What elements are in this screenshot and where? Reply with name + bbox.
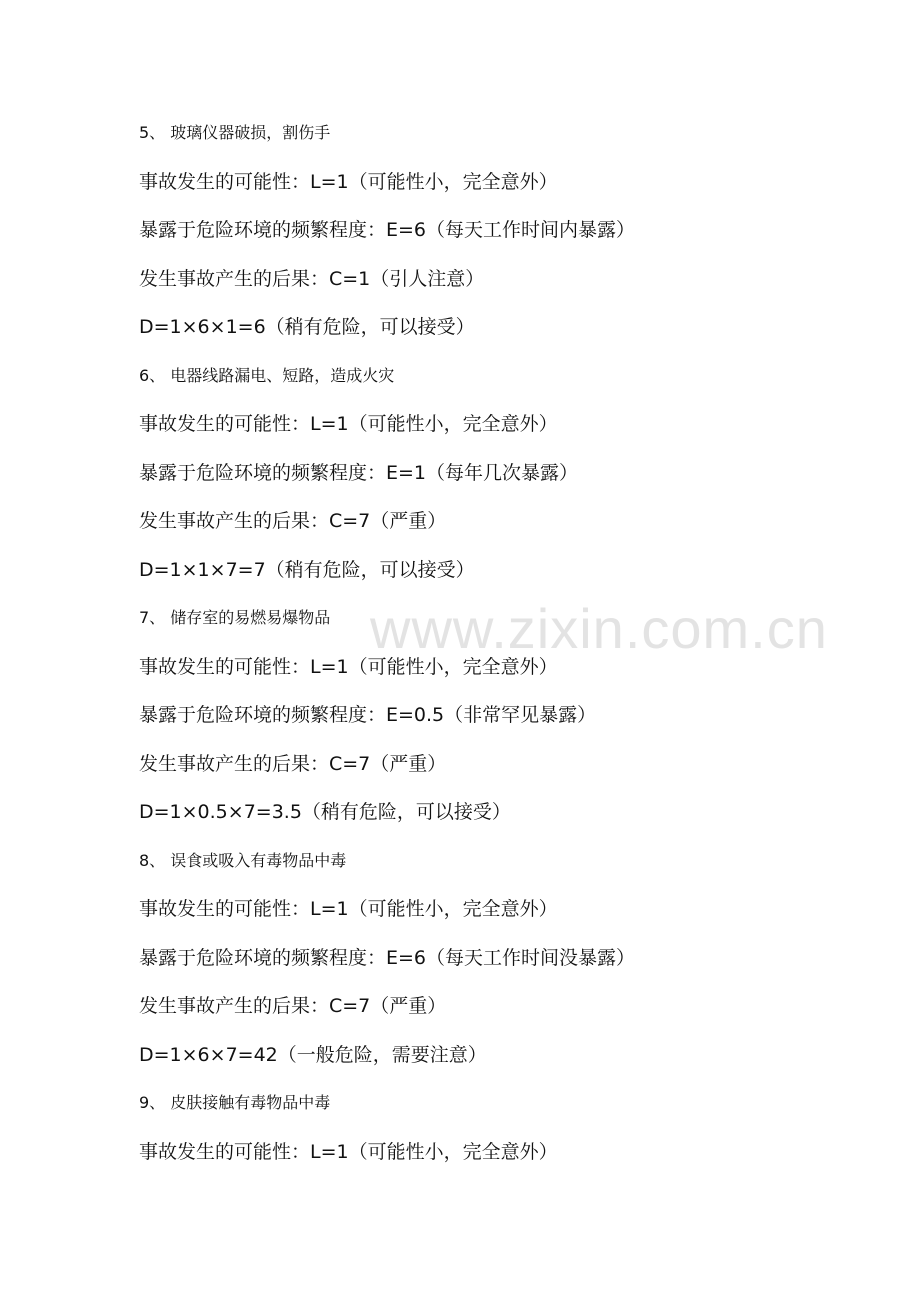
section-8-exposure: 暴露于危险环境的频繁程度：E=6（每天工作时间没暴露） — [139, 946, 636, 969]
section-8-heading: 8、 误食或吸入有毒物品中毒 — [139, 850, 347, 870]
section-7-consequence: 发生事故产生的后果：C=7（严重） — [139, 752, 447, 775]
section-7-likelihood: 事故发生的可能性：L=1（可能性小，完全意外） — [139, 655, 558, 678]
section-6-likelihood: 事故发生的可能性：L=1（可能性小，完全意外） — [139, 413, 558, 435]
section-6-consequence: 发生事故产生的后果：C=7（严重） — [139, 510, 447, 532]
section-8-likelihood: 事故发生的可能性：L=1（可能性小，完全意外） — [139, 898, 558, 920]
section-7-heading: 7、 储存室的易燃易爆物品 — [139, 608, 331, 627]
section-8-risk: D=1×6×7=42（一般危险，需要注意） — [139, 1043, 487, 1066]
section-5-consequence: 发生事故产生的后果：C=1（引人注意） — [139, 267, 485, 290]
section-5-exposure: 暴露于危险环境的频繁程度：E=6（每天工作时间内暴露） — [139, 219, 636, 241]
section-8-consequence: 发生事故产生的后果：C=7（严重） — [139, 995, 447, 1017]
section-7-risk: D=1×0.5×7=3.5（稍有危险，可以接受） — [139, 801, 511, 823]
watermark-text: www.zixin.com.cn — [370, 597, 828, 660]
section-6-heading: 6、 电器线路漏电、短路，造成火灾 — [139, 365, 395, 385]
section-6-exposure: 暴露于危险环境的频繁程度：E=1（每年几次暴露） — [139, 461, 579, 484]
section-9-heading: 9、 皮肤接触有毒物品中毒 — [139, 1093, 331, 1112]
section-6-risk: D=1×1×7=7（稍有危险，可以接受） — [139, 558, 475, 581]
section-5-likelihood: 事故发生的可能性：L=1（可能性小，完全意外） — [139, 170, 558, 193]
document-body — [139, 118, 859, 1185]
section-9-likelihood: 事故发生的可能性：L=1（可能性小，完全意外） — [139, 1140, 558, 1163]
section-5-heading: 5、 玻璃仪器破损，割伤手 — [139, 123, 331, 142]
section-5-risk: D=1×6×1=6（稍有危险，可以接受） — [139, 316, 475, 338]
section-7-exposure: 暴露于危险环境的频繁程度：E=0.5（非常罕见暴露） — [139, 704, 597, 726]
